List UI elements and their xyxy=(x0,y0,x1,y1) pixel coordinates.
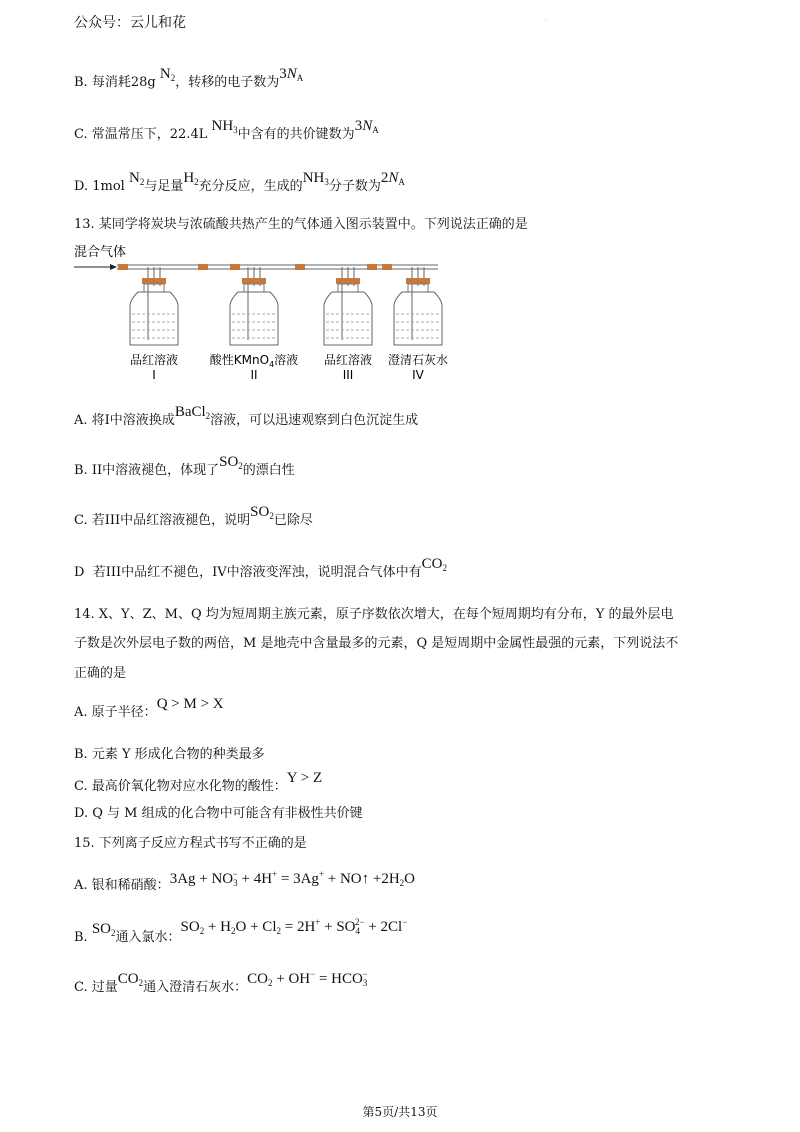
q13-option-c: C. 若III中品红溶液褪色，说明$SO_2$已除尽 xyxy=(74,504,313,528)
bottle-4-label: 澄清石灰水 xyxy=(387,353,449,367)
bottle-3 xyxy=(324,267,372,345)
gas-label: 混合气体 xyxy=(74,245,127,260)
q12-option-b: B. 每消耗28g $N_2$，转移的电子数为$3N_A$ xyxy=(74,66,304,90)
q15-stem: 15. 下列离子反应方程式书写不正确的是 xyxy=(74,836,307,851)
bottle-4-num: IV xyxy=(412,368,424,382)
equation-c: $CO_2 + OH^- = HCO_3^-$ xyxy=(247,969,368,988)
header-source: 公众号：云儿和花 xyxy=(74,15,186,31)
q14-option-a: A. 原子半径：Q > M > X xyxy=(74,696,224,720)
bottle-1-num: I xyxy=(152,368,156,382)
q13-stem: 13. 某同学将炭块与浓硫酸共热产生的气体通入图示装置中。下列说法正确的是 xyxy=(74,217,528,232)
header-dot: · xyxy=(545,18,547,25)
q15-option-b: B. $SO_2$通入氯水：$SO_2 + H_2O + Cl_2 = 2H^+ + SO_4^{2-} + 2Cl^-$ xyxy=(74,917,408,945)
bottle-3-label: 品红溶液 xyxy=(323,353,373,367)
q12-option-c: C. 常温常压下，22.4L $NH_3$中含有的共价键数为$3N_A$ xyxy=(74,118,379,142)
q14-option-b: B. 元素 Y 形成化合物的种类最多 xyxy=(74,747,265,762)
bottle-3-num: III xyxy=(342,368,354,382)
q13-option-b: B. II中溶液褪色，体现了$SO_2$的漂白性 xyxy=(74,454,295,478)
q14-stem-line2: 子数是次外层电子数的两倍，M 是地壳中含量最多的元素，Q 是短周期中金属性最强的元素，下列说法不 xyxy=(74,636,679,651)
q13-option-d: D 若III中品红不褪色，IV中溶液变浑浊，说明混合气体中有$CO_2$ xyxy=(74,556,447,580)
q14-option-d: D. Q 与 M 组成的化合物中可能含有非极性共价键 xyxy=(74,806,363,821)
equation-a: $3Ag + NO_3^- + 4H^+ = 3Ag^+$ + NO↑ $+2H_2O$ xyxy=(169,869,415,888)
bottle-2 xyxy=(230,267,278,345)
bottle-2-label: 酸性KMnO$_4$溶液 xyxy=(209,353,299,369)
q13-option-a: A. 将I中溶液换成BaCl$_2$溶液，可以迅速观察到白色沉淀生成 xyxy=(74,404,419,428)
bottle-4 xyxy=(394,267,442,345)
equation-b: $SO_2 + H_2O + Cl_2 = 2H^+ + SO_4^{2-} + 2Cl^-$ xyxy=(180,917,408,936)
q14-stem-line3: 正确的是 xyxy=(74,666,127,681)
q14-option-c: C. 最高价氧化物对应水化物的酸性：Y > Z xyxy=(74,770,323,794)
bottle-2-num: II xyxy=(250,368,258,382)
q15-option-a: A. 银和稀硝酸：$3Ag + NO_3^- + 4H^+ = 3Ag^+$ + NO↑ $+2H_2O$ xyxy=(74,869,415,893)
q15-option-c: C. 过量$CO_2$通入澄清石灰水：$CO_2 + OH^- = HCO_3^-$ xyxy=(74,969,368,995)
bottle-1-label: 品红溶液 xyxy=(129,353,179,367)
q12-option-d: D. 1mol $N_2$与足量$H_2$充分反应，生成的$NH_3$分子数为$2N_A$ xyxy=(74,170,405,194)
q14-stem-line1: 14. X、Y、Z、M、Q 均为短周期主族元素，原子序数依次增大，在每个短周期均有分布，Y 的最外层电 xyxy=(74,607,674,622)
bottle-1 xyxy=(130,267,178,345)
apparatus-diagram xyxy=(70,240,450,390)
page-footer: 第5页/共13页 xyxy=(362,1105,438,1119)
